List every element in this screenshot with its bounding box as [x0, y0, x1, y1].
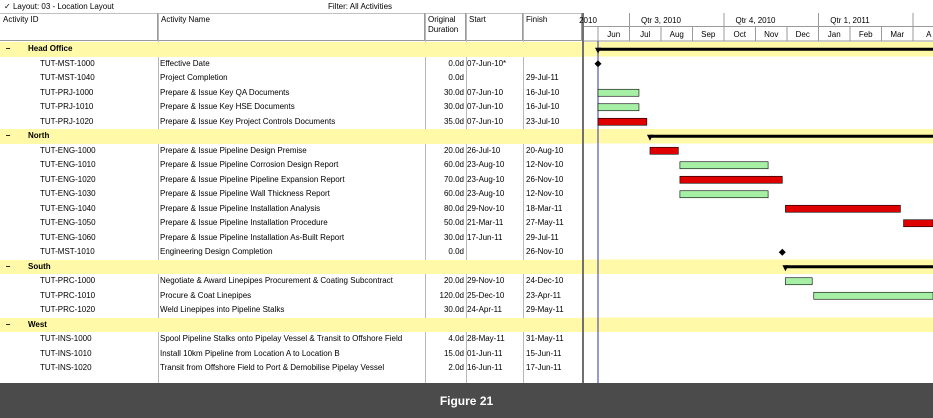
activity-id-cell: TUT-MST-1010 [40, 247, 95, 256]
activity-row[interactable] [0, 347, 582, 362]
filter-label[interactable]: Filter: All Activities [328, 2, 393, 11]
activity-name-cell: Prepare & Issue Key QA Documents [160, 87, 290, 97]
month-label: Dec [795, 30, 810, 39]
activity-name-cell: Project Completion [160, 73, 228, 82]
critical-activity-bar[interactable] [680, 176, 782, 183]
month-label: A [926, 30, 932, 39]
finish-cell: 18-Mar-11 [526, 203, 563, 213]
start-cell: 23-Aug-10 [467, 174, 505, 184]
group-row[interactable] [0, 260, 582, 275]
gantt-chart[interactable] [579, 13, 933, 383]
finish-cell: 26-Nov-10 [526, 247, 564, 256]
finish-cell: 17-Jun-11 [526, 363, 562, 372]
activity-bar[interactable] [814, 292, 933, 299]
month-label: Nov [764, 30, 779, 39]
duration-cell: 30.0d [443, 102, 464, 111]
activity-row[interactable] [0, 245, 582, 260]
group-row[interactable] [0, 42, 582, 57]
start-cell: 01-Jun-11 [467, 348, 503, 358]
summary-bar[interactable] [650, 135, 933, 138]
month-label: Sep [701, 30, 716, 39]
finish-cell: 16-Jul-10 [526, 87, 560, 97]
activity-name-cell: Prepare & Issue Key Project Controls Documents [160, 116, 336, 126]
duration-cell: 60.0d [443, 160, 464, 169]
activity-name-cell: Prepare & Issue Pipeline Installation Procedure [160, 218, 328, 227]
duration-cell: 4.0d [448, 334, 464, 343]
finish-cell: 24-Dec-10 [526, 276, 564, 285]
duration-cell: 2.0d [448, 363, 464, 372]
activity-bar[interactable] [598, 104, 639, 111]
duration-cell: 35.0d [443, 116, 464, 126]
activity-name-cell: Prepare & Issue Key HSE Documents [160, 102, 295, 111]
start-cell: 07-Jun-10* [467, 58, 507, 68]
activity-name-cell: Prepare & Issue Pipeline Wall Thickness Report [160, 189, 330, 198]
activity-row[interactable] [0, 144, 582, 159]
finish-cell: 23-Apr-11 [526, 290, 561, 300]
critical-activity-bar[interactable] [785, 205, 900, 212]
activity-name-cell: Install 10km Pipeline from Location A to Location B [160, 348, 340, 358]
column-header-start[interactable]: Start [466, 13, 523, 41]
finish-cell: 20-Aug-10 [526, 145, 564, 155]
group-name: Head Office [28, 44, 73, 53]
start-cell: 29-Nov-10 [467, 203, 505, 213]
finish-cell: 29-May-11 [526, 305, 564, 314]
activity-id-cell: TUT-ENG-1000 [40, 145, 96, 155]
activity-row[interactable] [0, 86, 582, 101]
finish-cell: 29-Jul-11 [526, 232, 559, 242]
start-cell: 23-Aug-10 [467, 160, 505, 169]
month-label: Mar [890, 30, 905, 39]
layout-label[interactable]: ✓ Layout: 03 - Location Layout [4, 2, 114, 11]
activity-row[interactable] [0, 158, 582, 173]
start-cell: 24-Apr-11 [467, 305, 502, 314]
activity-bar[interactable] [785, 278, 812, 285]
start-cell: 28-May-11 [467, 334, 505, 343]
activity-name-cell: Effective Date [160, 58, 210, 68]
duration-cell: 120.0d [439, 290, 464, 300]
summary-bar[interactable] [598, 48, 933, 51]
activity-name-cell: Weld Linepipes into Pipeline Stalks [160, 305, 285, 314]
duration-cell: 0.0d [448, 58, 464, 68]
activity-id-cell: TUT-INS-1010 [40, 348, 92, 358]
activity-name-cell: Negotiate & Award Linepipes Procurement & Coating Subcontract [160, 276, 393, 285]
activity-name-cell: Procure & Coat Linepipes [160, 290, 252, 300]
activity-id-cell: TUT-INS-1020 [40, 363, 92, 372]
column-header-original-duration[interactable] [425, 13, 466, 41]
group-name: West [28, 319, 47, 329]
duration-cell: 0.0d [448, 73, 464, 82]
activity-id-cell: TUT-MST-1000 [40, 58, 95, 68]
month-label: Jun [607, 30, 621, 39]
collapse-toggle-icon[interactable]: − [5, 319, 11, 329]
gantt-group-band [584, 318, 933, 333]
finish-cell: 31-May-11 [526, 334, 564, 343]
activity-row[interactable] [0, 231, 582, 246]
activity-row[interactable] [0, 216, 582, 231]
activity-id-cell: TUT-PRJ-1000 [40, 87, 94, 97]
start-cell: 21-Mar-11 [467, 218, 504, 227]
activity-id-cell: TUT-ENG-1030 [40, 189, 96, 198]
gantt-chart-panel [579, 13, 933, 383]
activity-name-cell: Prepare & Issue Pipeline Design Premise [160, 145, 307, 155]
activity-name-cell: Engineering Design Completion [160, 247, 273, 256]
activity-row[interactable] [0, 57, 582, 72]
activity-name-cell: Prepare & Issue Pipeline Pipeline Expansion Report [160, 174, 345, 184]
duration-cell: 30.0d [443, 87, 464, 97]
column-header-finish[interactable]: Finish [523, 13, 582, 41]
activity-name-cell: Prepare & Issue Pipeline Corrosion Design Report [160, 160, 339, 169]
duration-cell: 15.0d [443, 348, 464, 358]
column-header-activity-id[interactable]: Activity ID [0, 13, 158, 41]
collapse-toggle-icon[interactable]: − [5, 261, 11, 271]
quarter-label: 2010 [579, 16, 597, 25]
duration-cell: 0.0d [448, 247, 464, 256]
figure-caption: Figure 21 [439, 394, 494, 408]
column-header-activity-name[interactable]: Activity Name [158, 13, 425, 41]
duration-cell: 70.0d [443, 174, 464, 184]
start-cell: 17-Jun-11 [467, 232, 503, 242]
duration-cell: 50.0d [443, 218, 464, 227]
figure-caption-bar [0, 383, 933, 418]
activity-row[interactable] [0, 274, 582, 289]
activity-row[interactable] [0, 332, 582, 347]
month-label: Aug [669, 30, 684, 39]
activity-id-cell: TUT-ENG-1010 [40, 160, 96, 169]
activity-name-cell: Prepare & Issue Pipeline Installation Analysis [160, 203, 321, 213]
critical-activity-bar[interactable] [598, 118, 647, 125]
activity-row[interactable] [0, 289, 582, 304]
collapse-toggle-icon[interactable]: − [5, 131, 11, 140]
activity-row[interactable] [0, 303, 582, 318]
start-cell: 07-Jun-10 [467, 102, 504, 111]
start-cell: 07-Jun-10 [467, 116, 504, 126]
activity-id-cell: TUT-PRC-1010 [40, 290, 96, 300]
activity-id-cell: TUT-ENG-1040 [40, 203, 96, 213]
critical-activity-bar[interactable] [904, 220, 933, 227]
duration-header-line2: Duration [428, 25, 459, 34]
finish-cell: 12-Nov-10 [526, 189, 564, 198]
activity-bar[interactable] [680, 162, 768, 169]
summary-bar[interactable] [785, 265, 933, 268]
duration-cell: 60.0d [443, 189, 464, 198]
finish-cell: 29-Jul-11 [526, 73, 559, 82]
group-name: South [28, 261, 51, 271]
duration-cell: 30.0d [443, 305, 464, 314]
activity-id-cell: TUT-PRJ-1020 [40, 116, 94, 126]
finish-cell: 16-Jul-10 [526, 102, 560, 111]
finish-cell: 26-Nov-10 [526, 174, 564, 184]
collapse-toggle-icon[interactable]: − [5, 44, 11, 53]
finish-cell: 23-Jul-10 [526, 116, 560, 126]
activity-id-cell: TUT-PRC-1000 [40, 276, 96, 285]
milestone-diamond[interactable] [779, 249, 786, 256]
duration-cell: 30.0d [443, 232, 464, 242]
duration-cell: 20.0d [443, 276, 464, 285]
month-label: Oct [733, 30, 746, 39]
layout-name: Layout: 03 - Location Layout [12, 2, 114, 11]
quarter-label: Qtr 1, 2011 [830, 16, 870, 25]
month-label: Jul [640, 30, 651, 39]
duration-header-line1: Original [428, 15, 456, 24]
start-cell: 16-Jun-11 [467, 363, 503, 372]
start-cell: 07-Jun-10 [467, 87, 504, 97]
activity-name-cell: Transit from Offshore Field to Port & Demobilise Pipelay Vessel [160, 363, 385, 372]
month-label: Jan [827, 30, 841, 39]
activity-id-cell: TUT-MST-1040 [40, 73, 95, 82]
activity-id-cell: TUT-PRJ-1010 [40, 102, 94, 111]
activity-bar[interactable] [680, 191, 768, 198]
activity-row[interactable] [0, 361, 582, 376]
activity-row[interactable] [0, 202, 582, 217]
activity-row[interactable] [0, 187, 582, 202]
group-row[interactable] [0, 129, 582, 144]
group-name: North [28, 131, 50, 140]
duration-cell: 80.0d [443, 203, 464, 213]
start-cell: 26-Jul-10 [467, 145, 501, 155]
finish-cell: 15-Jun-11 [526, 348, 562, 358]
critical-activity-bar[interactable] [650, 147, 678, 154]
activity-row[interactable] [0, 115, 582, 130]
start-cell: 23-Aug-10 [467, 189, 505, 198]
finish-cell: 12-Nov-10 [526, 160, 564, 169]
activity-row[interactable] [0, 71, 582, 86]
group-row[interactable] [0, 318, 582, 333]
activity-id-cell: TUT-ENG-1020 [40, 174, 96, 184]
month-label: Feb [858, 30, 873, 39]
activity-id-cell: TUT-ENG-1060 [40, 232, 96, 242]
activity-row[interactable] [0, 100, 582, 115]
quarter-label: Qtr 3, 2010 [640, 16, 682, 25]
activity-bar[interactable] [598, 89, 639, 96]
activity-name-cell: Prepare & Issue Pipeline Installation As-Built Report [160, 232, 345, 242]
activity-id-cell: TUT-INS-1000 [40, 334, 92, 343]
layout-filter-bar [0, 0, 582, 14]
quarter-label: Qtr 4, 2010 [735, 16, 776, 25]
activity-name-cell: Spool Pipeline Stalks onto Pipelay Vessel & Transit to Offshore Field [160, 334, 403, 343]
start-cell: 29-Nov-10 [467, 276, 505, 285]
activity-id-cell: TUT-PRC-1020 [40, 305, 96, 314]
finish-cell: 27-May-11 [526, 218, 564, 227]
start-cell: 25-Dec-10 [467, 290, 505, 300]
activity-id-cell: TUT-ENG-1050 [40, 218, 96, 227]
activity-row[interactable] [0, 173, 582, 188]
duration-cell: 20.0d [443, 145, 464, 155]
milestone-diamond[interactable] [595, 60, 602, 67]
